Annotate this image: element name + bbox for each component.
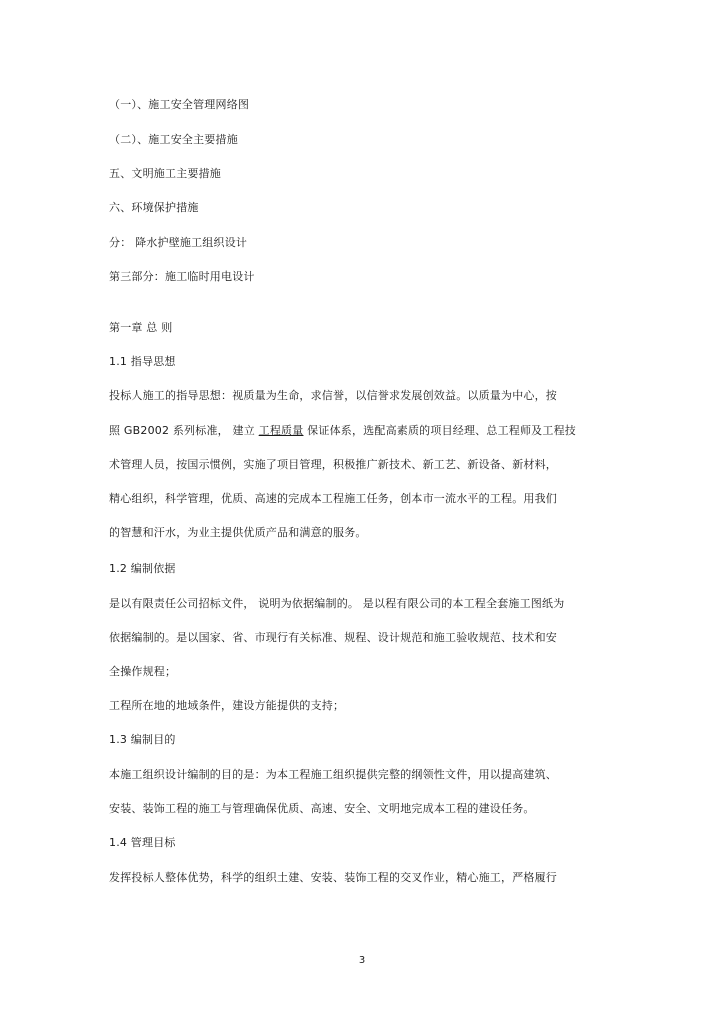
paragraph-line xyxy=(109,424,576,438)
paragraph-line: 依据编制的。是以国家、省、市现行有关标准、规程、设计规范和施工验收规范、技术和安 xyxy=(109,631,557,644)
paragraph-line: 安装、装饰工程的施工与管理确保优质、高速、安全、文明地完成本工程的建设任务。 xyxy=(109,802,535,815)
paragraph-text: 照 GB2002 系列标准， 建立 xyxy=(109,424,259,437)
section-heading-1-4: 1.4 管理目标 xyxy=(109,836,176,849)
underlined-term: 工程质量 xyxy=(258,424,304,437)
toc-line-6: 第三部分：施工临时用电设计 xyxy=(109,270,255,283)
paragraph-line: 术管理人员，按国示惯例，实施了项目管理，积极推广新技术、新工艺、新设备、新材料， xyxy=(109,458,557,471)
toc-line-2: （二）、施工安全主要措施 xyxy=(109,133,238,146)
page-number: 3 xyxy=(358,955,366,966)
paragraph-line: 全操作规程； xyxy=(109,665,177,678)
paragraph-line: 投标人施工的指导思想：视质量为生命，求信誉，以信誉求发展创效益。以质量为中心，按 xyxy=(109,389,557,402)
toc-line-3: 五、文明施工主要措施 xyxy=(109,167,221,180)
paragraph-line: 本施工组织设计编制的目的是：为本工程施工组织提供完整的纲领性文件，用以提高建筑、 xyxy=(109,768,557,781)
paragraph-line: 是以有限责任公司招标文件， 说明为依据编制的。 是以程有限公司的本工程全套施工图纸为 xyxy=(109,597,565,610)
toc-line-4: 六、环境保护措施 xyxy=(109,201,199,214)
toc-line-1: （一）、施工安全管理网络图 xyxy=(109,98,250,111)
section-heading-1-3: 1.3 编制目的 xyxy=(109,733,176,746)
paragraph-line: 的智慧和汗水，为业主提供优质产品和满意的服务。 xyxy=(109,526,367,539)
paragraph-line: 工程所在地的地域条件，建设方能提供的支持； xyxy=(109,699,345,712)
paragraph-text: 保证体系，选配高素质的项目经理、总工程师及工程技 xyxy=(303,424,576,437)
paragraph-line: 精心组织，科学管理，优质、高速的完成本工程施工任务，创本市一流水平的工程。用我们 xyxy=(109,492,557,505)
section-heading-1-2: 1.2 编制依据 xyxy=(109,562,176,575)
paragraph-line: 发挥投标人整体优势，科学的组织土建、安装、装饰工程的交叉作业，精心施工，严格履行 xyxy=(109,871,557,884)
chapter-title: 第一章 总 则 xyxy=(109,321,173,334)
section-heading-1-1: 1.1 指导思想 xyxy=(109,355,176,368)
toc-line-5: 分： 降水护壁施工组织设计 xyxy=(109,236,248,249)
